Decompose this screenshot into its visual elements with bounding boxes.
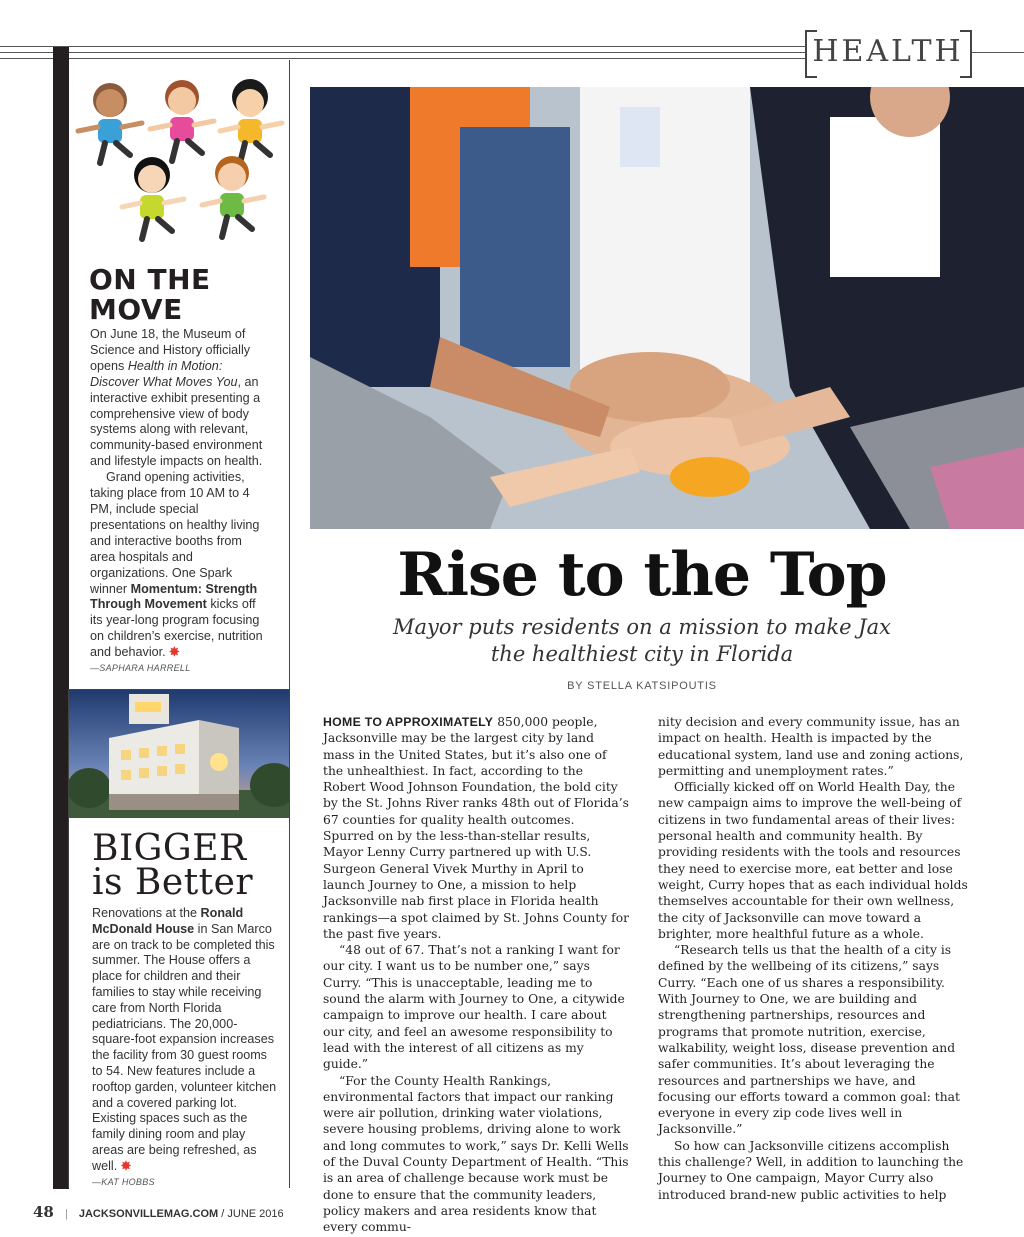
paragraph [92,906,278,1175]
kid-5 [202,156,264,237]
article-title: Rise to the Top [397,540,887,610]
headline-line-2: MOVE [89,293,183,326]
dek-line-1: Mayor puts residents on a mission to make Jax [393,615,891,639]
article-column-1 [323,714,629,1236]
paragraph: Officially kicked off on World Health Day, the new campaign aims to improve the well-being of citizens in two fundamental areas of their lives: personal health and community health. By providing residents with the tools and resources they need to exercise more, eat better and lose weight, Curry hopes that as each individual holds themselves accountable for their own wellness, the city of Jacksonville can move toward a brighter, more healthful future as a whole. [658,780,968,941]
headline-line-1: ON THE [89,263,211,296]
paragraph: “Research tells us that the health of a city is defined by the wellbeing of its citizens,” says Curry. “Each one of us shares a responsibility. With Journey to One, we are building and strengthening partnerships, resources and programs that promote nutrition, exercise, walkability, weight loss, disease prevention and safer communities. It’s about leveraging the resources and partnerships we have, and focusing our efforts toward a common goal: that everyone in every zip code lives well in Jacksonville.” [658,943,960,1137]
sidebar-bar [53,47,69,1189]
header-rule-bottom [0,58,805,59]
sidebar-rule [289,60,290,690]
page-footer [33,1203,433,1221]
article-dek [310,614,974,668]
headline-line-1: BIGGER [92,828,247,869]
sidebar-headline-on-the-move [89,265,279,325]
header-rule-mid [0,52,805,53]
footer-issue: / JUNE 2016 [221,1208,284,1220]
organization-name: Ronald McDonald House [92,906,244,936]
ronald-mcdonald-house-image [69,690,289,818]
article-column-2 [658,714,968,1203]
dek-line-2: the healthiest city in Florida [490,642,794,666]
footer-separator: | [64,1208,68,1220]
end-mark-icon: ✸ [169,645,180,660]
footer-site: JACKSONVILLEMAG.COM [78,1208,219,1220]
paragraph: “For the County Health Rankings, environmental factors that impact our ranking were air pollution, drinking water violations, severe housing problems, driving alone to work and long commutes to work,” says Dr. Kelli Wells of the Duval County Department of Health. “This is an area of challenge because work must be done to ensure that the community leaders, policy makers and area residents know that every commu- [323,1073,629,1235]
sidebar-story-on-the-move [90,327,270,677]
text: On June 18, the Museum of Science and History officially opens [90,327,251,373]
exhibit-title: Health in Motion: Discover What Moves You [90,358,238,389]
article-byline: BY STELLA KATSIPOUTIS [567,680,717,692]
kid-2 [150,80,214,161]
paragraph: nity decision and every community issue, has an impact on health. Health is impacted by the educational system, land use and zoning actions, permitting and unemployment rates.” [658,715,964,778]
headline-line-2: is Better [92,862,254,903]
section-tag: HEALTH [812,34,964,69]
kid-3 [220,79,282,163]
text: Grand opening activities, taking place from 10 AM to 4 PM, include special presentations on healthy living and interactive booths from area hospitals and organizations. One Spark winner [90,470,260,596]
sidebar-author: —SAPHARA HARRELL [90,663,191,674]
page-number: 48 [33,1203,54,1221]
paragraph [90,470,270,661]
header-rule-top [0,46,805,47]
text: Renovations at the [92,906,201,920]
text: in San Marco are on track to be completed this summer. The House offers a place for children and their families to stay while receiving care from North Florida pediatricians. The 20,000-square-foot expansion increases the facility from 30 guest rooms to 54. New features include a rooftop garden, volunteer kitchen and a covered parking lot. Existing spaces such as the family dining room and play areas are being refreshed, as well. [92,921,277,1173]
sidebar-author: —KAT HOBBS [92,1176,155,1187]
kid-4 [122,157,184,239]
text: kicks off its year-long program focusing on children’s exercise, nutrition and behavior. [90,597,263,660]
hero-photo-hands [310,87,1024,529]
end-mark-icon: ✸ [120,1158,132,1173]
text: 850,000 people, Jacksonville may be the largest city by land mass in the United States, but it’s also one of the unhealthiest. In fact, according to the Robert Wood Johnson Foundation, the bold city by the St. Johns River ranks 48th out of Florida’s 67 counties for quality health outcomes. Spurred on by the less-than-stellar results, Mayor Lenny Curry partnered up with U.S. Surgeon General Vivek Murthy in April to launch Journey to One, a mission to help Jacksonville nab first place in Florida health rankings—a spot claimed by St. Johns County for the past five years. [323,715,629,941]
paragraph [323,714,629,942]
building-box-right [289,689,290,1188]
kid-1 [78,83,142,163]
kids-illustration [70,75,288,250]
paragraph: So how can Jacksonville citizens accomplish this challenge? Well, in addition to launching the Journey to One campaign, Mayor Curry also introduced brand-new public activities to help [658,1138,964,1202]
program-name: Momentum: Strength Through Movement [90,581,258,612]
lead-in: HOME TO APPROXIMATELY [323,715,494,729]
paragraph: “48 out of 67. That’s not a ranking I want for our city. I want us to be number one,” says Curry. “This is unacceptable, leading me to sound the alarm with Journey to One, a citywide campaign to improve our health. I care about our city, and feel an awesome responsibility to lead with the interest of all citizens as my guide.” [323,943,625,1072]
building-box-left [68,689,69,1188]
paragraph [90,327,270,470]
header-rule-right [972,52,1024,53]
text: , an interactive exhibit presenting a comprehensive view of body systems along with relevant, community-based environment and lifestyle impacts on health. [90,374,263,469]
sidebar-story-bigger [92,906,278,1190]
sidebar-headline-bigger [92,828,282,903]
